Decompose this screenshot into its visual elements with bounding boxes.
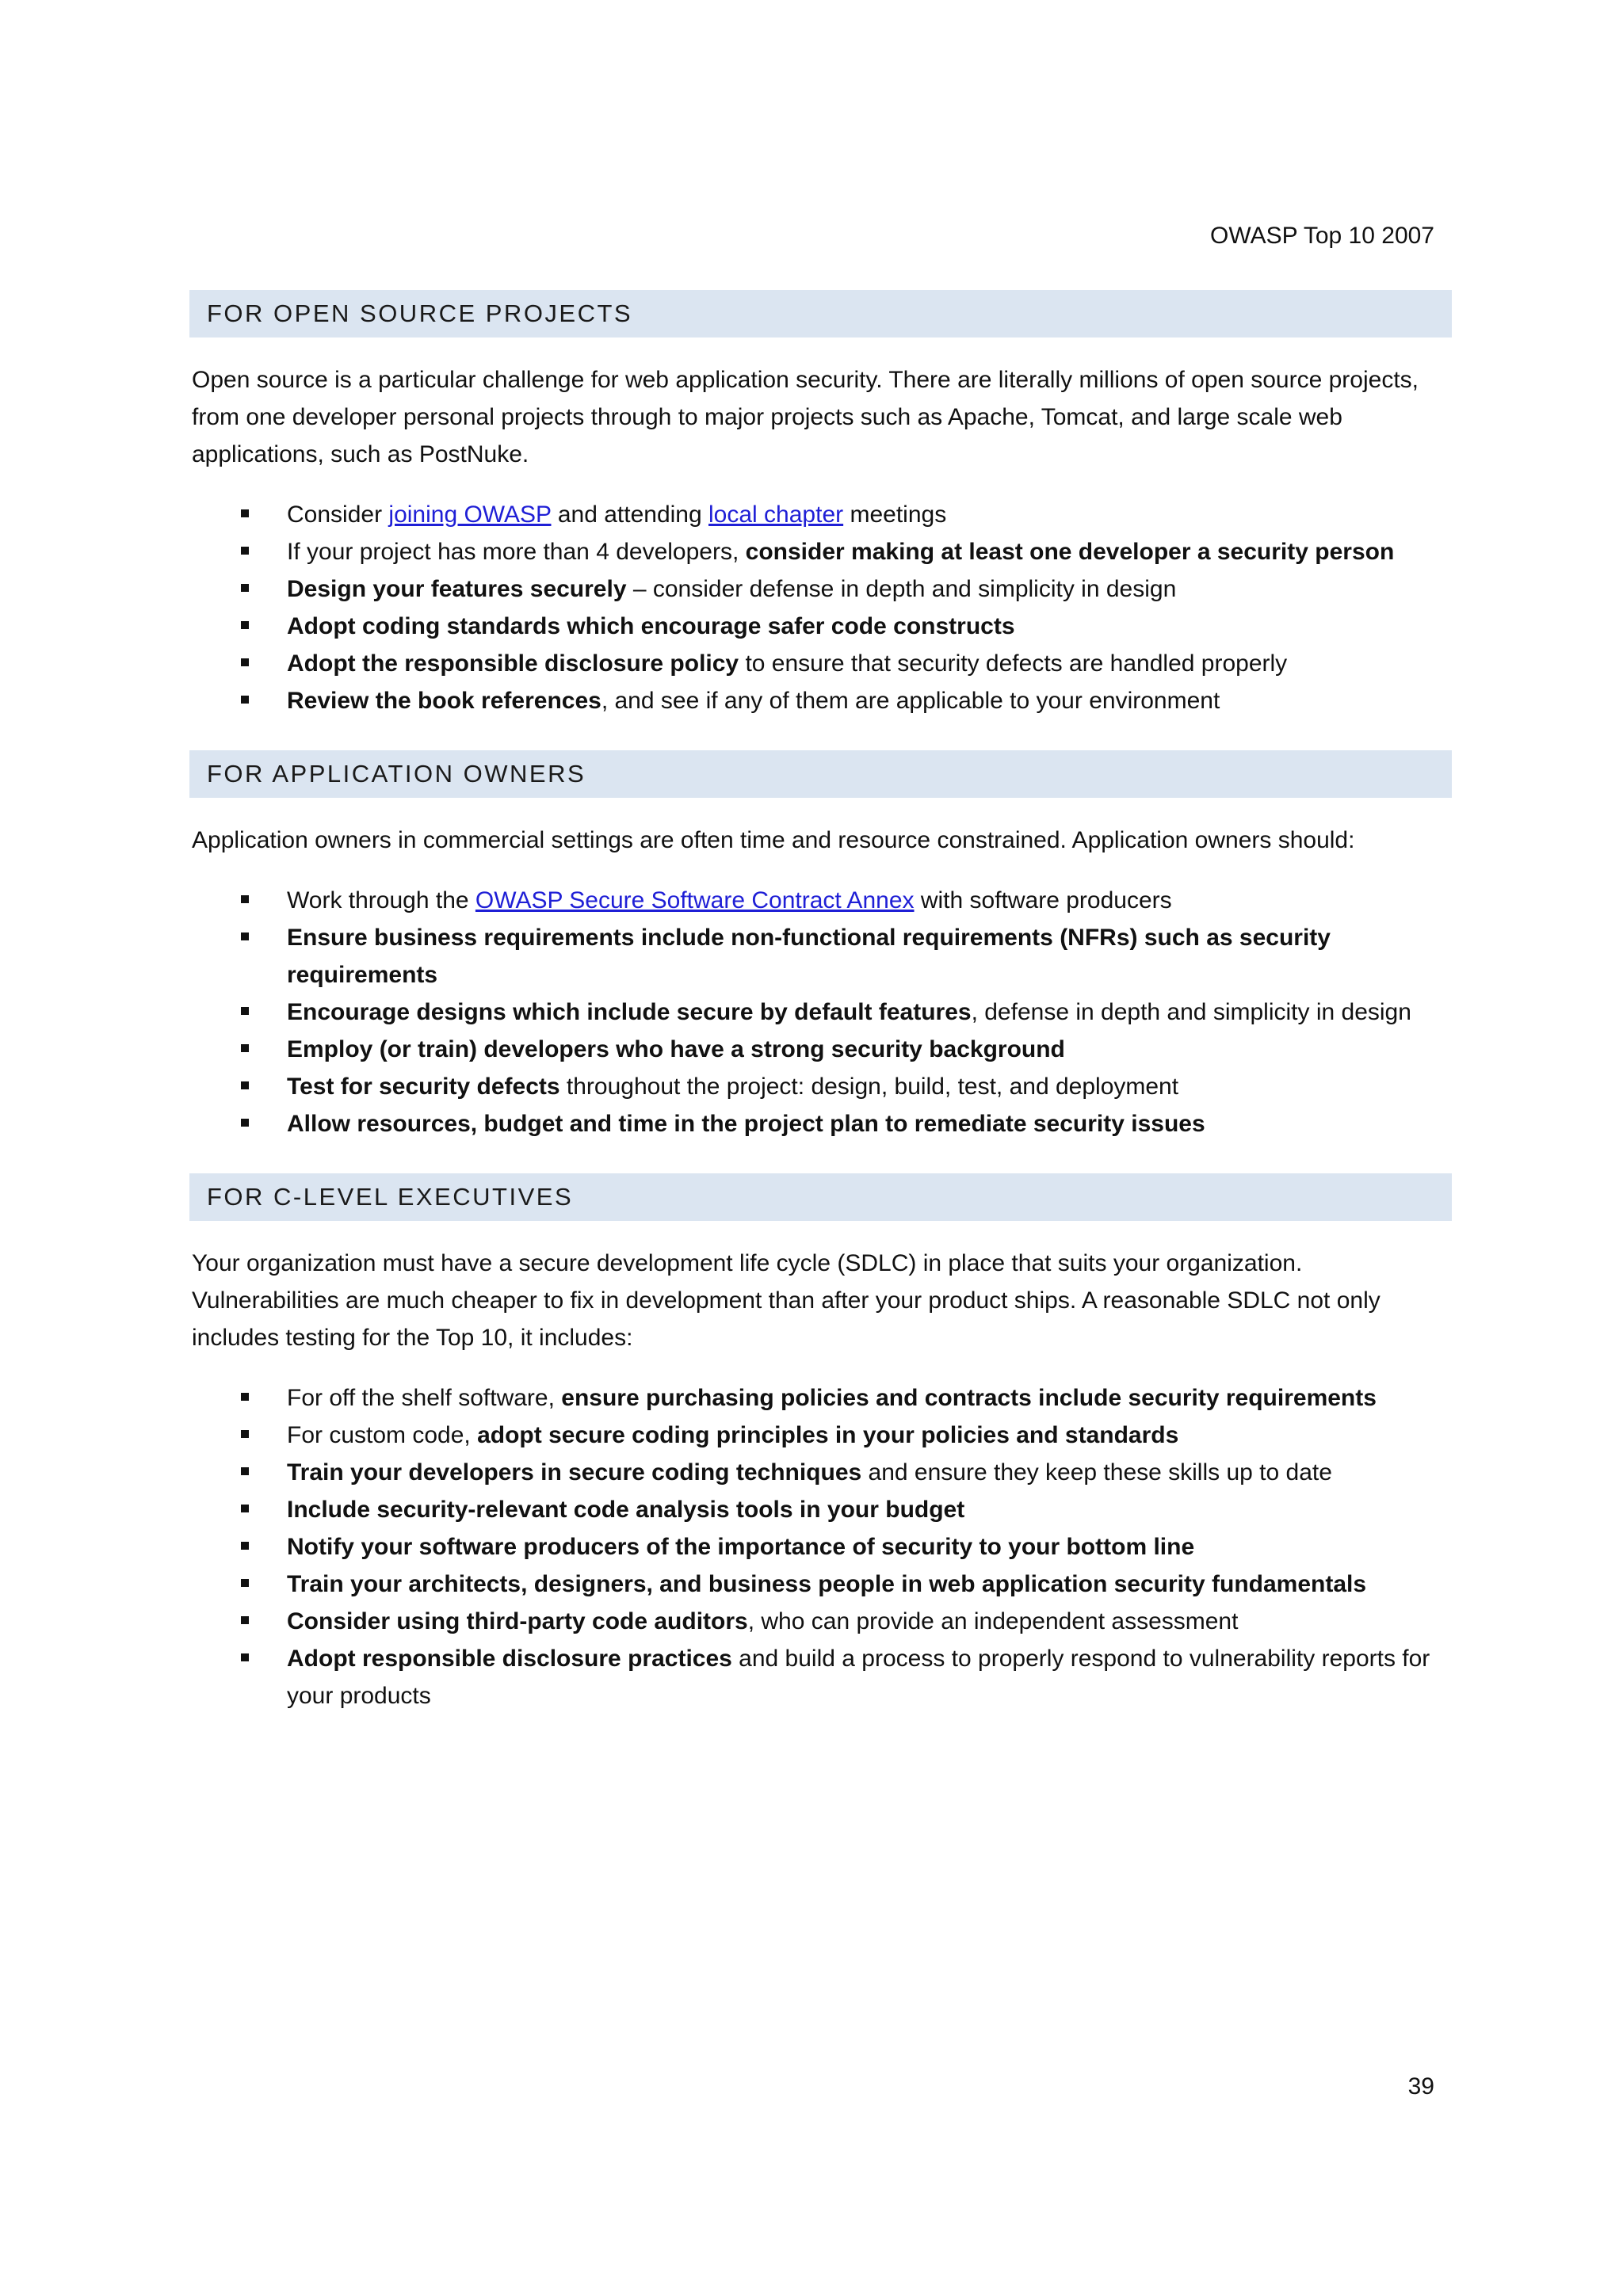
square-bullet-icon	[241, 621, 249, 629]
list-item	[192, 1491, 1452, 1528]
square-bullet-icon	[241, 1542, 249, 1550]
bullet-list	[192, 882, 1452, 1142]
section-heading-band	[189, 290, 1452, 338]
list-item	[192, 1379, 1452, 1417]
square-bullet-icon	[241, 547, 249, 555]
square-bullet-icon	[241, 1616, 249, 1624]
item-text: with software producers	[914, 887, 1172, 913]
item-emphasis: Train your architects, designers, and business people in web application security fundamentals	[287, 1571, 1367, 1597]
square-bullet-icon	[241, 1505, 249, 1512]
list-item	[192, 1417, 1452, 1454]
section-intro: Open source is a particular challenge for web application security. There are literally millions of open source projects, from one developer personal projects through to major projects such as Apache, Tomcat, and large scale web applications, such as PostNuke.	[192, 367, 1419, 467]
square-bullet-icon	[241, 895, 249, 903]
section-intro: Application owners in commercial settings are often time and resource constrained. Application owners should:	[192, 827, 1355, 853]
list-item	[192, 1031, 1452, 1068]
item-text: , who can provide an independent assessment	[747, 1608, 1239, 1634]
item-text: and attending	[551, 502, 709, 528]
running-header: OWASP Top 10 2007	[1210, 223, 1434, 249]
item-emphasis: Adopt responsible disclosure practices	[287, 1646, 732, 1672]
square-bullet-icon	[241, 1579, 249, 1587]
item-text: throughout the project: design, build, test, and deployment	[559, 1074, 1179, 1100]
section-heading: FOR OPEN SOURCE PROJECTS	[207, 299, 633, 327]
item-emphasis: Review the book references	[287, 688, 601, 714]
item-emphasis: Adopt the responsible disclosure policy	[287, 650, 739, 677]
item-emphasis: Allow resources, budget and time in the project plan to remediate security issues	[287, 1111, 1205, 1137]
square-bullet-icon	[241, 1393, 249, 1401]
list-item	[192, 882, 1452, 919]
item-emphasis: Train your developers in secure coding techniques	[287, 1459, 862, 1486]
list-item	[192, 1454, 1452, 1491]
item-text: If your project has more than 4 developers,	[287, 539, 746, 565]
list-item	[192, 1068, 1452, 1105]
item-emphasis: ensure purchasing policies and contracts include security requirements	[561, 1385, 1377, 1411]
item-emphasis: Employ (or train) developers who have a strong security background	[287, 1036, 1065, 1062]
bullet-list	[192, 496, 1452, 719]
contract-annex-link[interactable]: OWASP Secure Software Contract Annex	[475, 887, 915, 913]
square-bullet-icon	[241, 1007, 249, 1015]
list-item	[192, 994, 1452, 1031]
list-item	[192, 1566, 1452, 1603]
list-item	[192, 682, 1452, 719]
square-bullet-icon	[241, 584, 249, 592]
section-heading: FOR C-LEVEL EXECUTIVES	[207, 1183, 574, 1211]
item-text: Work through the	[287, 887, 475, 913]
item-text: , and see if any of them are applicable to your environment	[601, 688, 1220, 714]
item-emphasis: consider making at least one developer a security person	[745, 539, 1395, 565]
document-body	[192, 290, 1452, 1714]
item-emphasis: Design your features securely	[287, 576, 627, 602]
square-bullet-icon	[241, 1467, 249, 1475]
list-item	[192, 645, 1452, 682]
section-heading-band	[189, 750, 1452, 798]
square-bullet-icon	[241, 696, 249, 704]
list-item	[192, 570, 1452, 608]
item-emphasis: Consider using third-party code auditors	[287, 1608, 748, 1634]
item-emphasis: Test for security defects	[287, 1074, 560, 1100]
list-item	[192, 533, 1452, 570]
section-intro: Your organization must have a secure development life cycle (SDLC) in place that suits your organization. Vulnerabilities are much cheaper to fix in development than after your product ships. A reasonable SDLC not only includes testing for the Top 10, it includes:	[192, 1250, 1381, 1351]
item-text: For custom code,	[287, 1422, 478, 1448]
joining-owasp-link[interactable]: joining OWASP	[388, 502, 552, 528]
item-emphasis: Notify your software producers of the importance of security to your bottom line	[287, 1534, 1195, 1560]
local-chapter-link[interactable]: local chapter	[708, 502, 844, 528]
section-heading-band	[189, 1173, 1452, 1221]
item-text: – consider defense in depth and simplicity in design	[626, 576, 1177, 602]
item-emphasis: Ensure business requirements include non-functional requirements (NFRs) such as security requirements	[287, 925, 1331, 988]
item-text: to ensure that security defects are handled properly	[739, 650, 1288, 677]
item-emphasis: Adopt coding standards which encourage safer code constructs	[287, 613, 1015, 639]
square-bullet-icon	[241, 1081, 249, 1089]
square-bullet-icon	[241, 1119, 249, 1127]
item-emphasis: adopt secure coding principles in your policies and standards	[477, 1422, 1179, 1448]
item-text: Consider	[287, 502, 389, 528]
list-item	[192, 1528, 1452, 1566]
item-text: meetings	[843, 502, 947, 528]
square-bullet-icon	[241, 1044, 249, 1052]
item-text: For off the shelf software,	[287, 1385, 562, 1411]
square-bullet-icon	[241, 1653, 249, 1661]
bullet-list	[192, 1379, 1452, 1714]
item-emphasis: Include security-relevant code analysis tools in your budget	[287, 1497, 965, 1523]
section-c-level-executives	[192, 1173, 1452, 1714]
square-bullet-icon	[241, 1430, 249, 1438]
item-emphasis: Encourage designs which include secure by default features	[287, 999, 972, 1025]
list-item	[192, 496, 1452, 533]
section-heading: FOR APPLICATION OWNERS	[207, 760, 586, 788]
item-text: and ensure they keep these skills up to date	[861, 1459, 1332, 1486]
square-bullet-icon	[241, 658, 249, 666]
page-number: 39	[1407, 2073, 1434, 2100]
list-item	[192, 1640, 1452, 1714]
square-bullet-icon	[241, 509, 249, 517]
item-text: and build a process to properly respond to vulnerability reports for your products	[287, 1646, 1430, 1709]
list-item	[192, 1603, 1452, 1640]
section-application-owners	[192, 750, 1452, 1142]
list-item	[192, 608, 1452, 645]
square-bullet-icon	[241, 933, 249, 940]
section-open-source-projects	[192, 290, 1452, 719]
list-item	[192, 1105, 1452, 1142]
item-text: , defense in depth and simplicity in design	[971, 999, 1411, 1025]
list-item	[192, 919, 1452, 994]
